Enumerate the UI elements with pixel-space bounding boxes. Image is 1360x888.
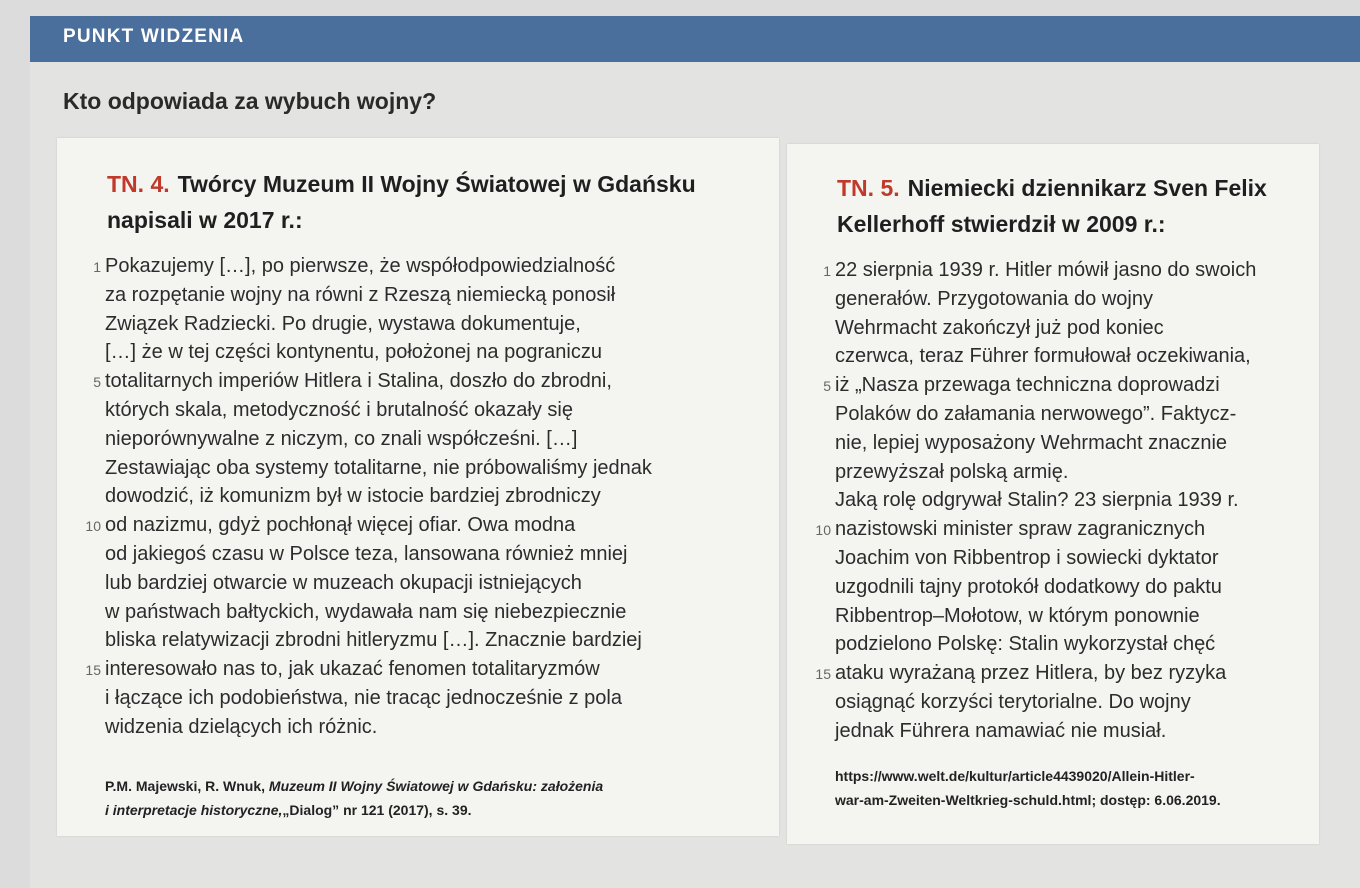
line-number: 15 bbox=[815, 666, 831, 683]
text-line bbox=[105, 482, 652, 511]
line-text: i łączące ich podobieństwa, nie tracąc jednocześnie z pola bbox=[105, 686, 622, 709]
line-text: od jakiegoś czasu w Polsce teza, lansowana również mniej bbox=[105, 542, 628, 565]
line-text: przewyższał polską armię. bbox=[835, 460, 1069, 483]
text-line bbox=[823, 371, 1256, 400]
tn5-title-line1: Niemiecki dziennikarz Sven Felix bbox=[907, 175, 1267, 201]
line-text: nie, lepiej wyposażony Wehrmacht znacznie bbox=[835, 431, 1228, 454]
text-line bbox=[835, 285, 1256, 314]
line-text: Zestawiając oba systemy totalitarne, nie próbowaliśmy jednak bbox=[105, 456, 652, 479]
line-text: w państwach bałtyckich, wydawała nam się niebezpiecznie bbox=[105, 600, 627, 623]
text-line bbox=[835, 717, 1256, 746]
text-line bbox=[93, 252, 652, 281]
text-line bbox=[835, 486, 1256, 515]
tn4-title-line2: napisali w 2017 r.: bbox=[107, 207, 303, 233]
line-text: ataku wyrażaną przez Hitlera, by bez ryzyka bbox=[835, 662, 1227, 685]
tn5-source-line2: war-am-Zweiten-Weltkrieg-schuld.html; dostęp: 6.06.2019. bbox=[835, 792, 1221, 808]
text-line bbox=[105, 626, 652, 655]
text-line bbox=[835, 630, 1256, 659]
line-number: 1 bbox=[93, 259, 101, 275]
line-text: Pokazujemy […], po pierwsze, że współodpowiedzialność bbox=[105, 255, 616, 277]
line-text: których skala, metodyczność i brutalność okazały się bbox=[105, 398, 573, 421]
text-line bbox=[835, 544, 1256, 573]
line-number: 15 bbox=[85, 662, 101, 679]
text-line bbox=[105, 396, 652, 425]
text-line bbox=[105, 338, 652, 367]
line-text: generałów. Przygotowania do wojny bbox=[835, 287, 1153, 310]
text-line bbox=[835, 429, 1256, 458]
line-text: bliska relatywizacji zbrodni hitleryzmu […]. Znacznie bardziej bbox=[105, 629, 642, 652]
line-text: widzenia dzielących ich różnic. bbox=[105, 715, 378, 738]
tn4-source-rest: „Dialog” nr 121 (2017), s. 39. bbox=[282, 802, 472, 818]
source-card-tn4 bbox=[57, 138, 779, 836]
line-text: […] że w tej części kontynentu, położonej na pograniczu bbox=[105, 341, 602, 364]
line-text: jednak Führera namawiać nie musiał. bbox=[835, 719, 1167, 742]
text-line bbox=[93, 367, 652, 396]
tn5-text bbox=[815, 256, 1257, 746]
line-text: czerwca, teraz Führer formułował oczekiwania, bbox=[835, 345, 1251, 368]
tn4-text bbox=[85, 252, 652, 742]
section-header-label: PUNKT WIDZENIA bbox=[63, 26, 245, 47]
text-line bbox=[835, 602, 1256, 631]
tn4-label: TN. 4. bbox=[107, 171, 170, 197]
line-text: lub bardziej otwarcie w muzeach okupacji istniejących bbox=[105, 571, 582, 594]
text-line bbox=[823, 256, 1257, 285]
textbook-page bbox=[30, 16, 1360, 888]
line-text: iż „Nasza przewaga techniczna doprowadzi bbox=[835, 374, 1220, 397]
text-line bbox=[105, 454, 652, 483]
line-number: 5 bbox=[93, 374, 101, 391]
tn4-source-work-line1: Muzeum II Wojny Światowej w Gdańsku: założenia bbox=[268, 778, 604, 794]
tn5-source bbox=[835, 764, 1221, 812]
text-line bbox=[105, 281, 652, 310]
text-line bbox=[85, 511, 652, 540]
text-line bbox=[105, 310, 652, 339]
tn4-source-work-line2: i interpretacje historyczne, bbox=[105, 802, 283, 818]
tn4-title-line1: Twórcy Muzeum II Wojny Światowej w Gdańsku bbox=[177, 171, 696, 197]
line-text: nazistowski minister spraw zagranicznych bbox=[835, 518, 1206, 541]
tn5-source-line1: https://www.welt.de/kultur/article4439020/Allein-Hitler- bbox=[835, 768, 1195, 784]
line-text: za rozpętanie wojny na równi z Rzeszą niemiecką ponosił bbox=[105, 283, 616, 306]
text-line bbox=[815, 515, 1256, 544]
text-line bbox=[105, 713, 652, 742]
line-text: interesowało nas to, jak ukazać fenomen totalitaryzmów bbox=[105, 658, 600, 681]
line-text: podzielono Polskę: Stalin wykorzystał chęć bbox=[835, 633, 1216, 656]
text-line bbox=[105, 540, 652, 569]
tn5-label: TN. 5. bbox=[837, 175, 900, 201]
tn5-title bbox=[837, 170, 1267, 242]
line-number: 10 bbox=[85, 518, 101, 535]
line-text: uzgodnili tajny protokół dodatkowy do paktu bbox=[835, 575, 1222, 598]
line-text: dowodzić, iż komunizm był w istocie bardziej zbrodniczy bbox=[105, 485, 601, 508]
text-line bbox=[835, 573, 1256, 602]
text-line bbox=[835, 342, 1256, 371]
text-line bbox=[85, 655, 652, 684]
line-text: nieporównywalne z niczym, co znali współcześni. […] bbox=[105, 427, 578, 450]
section-header-bar bbox=[30, 16, 1360, 62]
text-line bbox=[105, 569, 652, 598]
line-text: Związek Radziecki. Po drugie, wystawa dokumentuje, bbox=[105, 312, 581, 335]
text-line bbox=[105, 684, 652, 713]
line-text: Jaką rolę odgrywał Stalin? 23 sierpnia 1939 r. bbox=[835, 489, 1239, 512]
tn4-source bbox=[105, 774, 603, 822]
line-number: 1 bbox=[823, 263, 831, 279]
tn5-title-line2: Kellerhoff stwierdził w 2009 r.: bbox=[837, 211, 1166, 237]
text-line bbox=[835, 400, 1256, 429]
text-line bbox=[815, 659, 1256, 688]
line-number: 10 bbox=[815, 522, 831, 539]
text-line bbox=[835, 458, 1256, 487]
page-question: Kto odpowiada za wybuch wojny? bbox=[63, 88, 437, 114]
line-text: Wehrmacht zakończył już pod koniec bbox=[835, 316, 1164, 339]
text-line bbox=[105, 598, 652, 627]
text-line bbox=[835, 688, 1256, 717]
line-text: Polaków do załamania nerwowego”. Faktycz- bbox=[835, 402, 1237, 425]
text-line bbox=[105, 425, 652, 454]
line-text: osiągnąć korzyści terytorialne. Do wojny bbox=[835, 690, 1191, 713]
line-text: totalitarnych imperiów Hitlera i Stalina, doszło do zbrodni, bbox=[105, 370, 612, 393]
line-text: Ribbentrop–Mołotow, w którym ponownie bbox=[835, 604, 1200, 627]
line-number: 5 bbox=[823, 378, 831, 395]
tn4-title bbox=[107, 166, 696, 238]
source-card-tn5 bbox=[787, 144, 1319, 844]
line-text: od nazizmu, gdyż pochłonął więcej ofiar. Owa modna bbox=[105, 514, 576, 537]
line-text: 22 sierpnia 1939 r. Hitler mówił jasno do swoich bbox=[835, 259, 1257, 281]
tn4-source-authors: P.M. Majewski, R. Wnuk, bbox=[105, 778, 266, 794]
line-text: Joachim von Ribbentrop i sowiecki dyktator bbox=[835, 546, 1219, 569]
text-line bbox=[835, 314, 1256, 343]
